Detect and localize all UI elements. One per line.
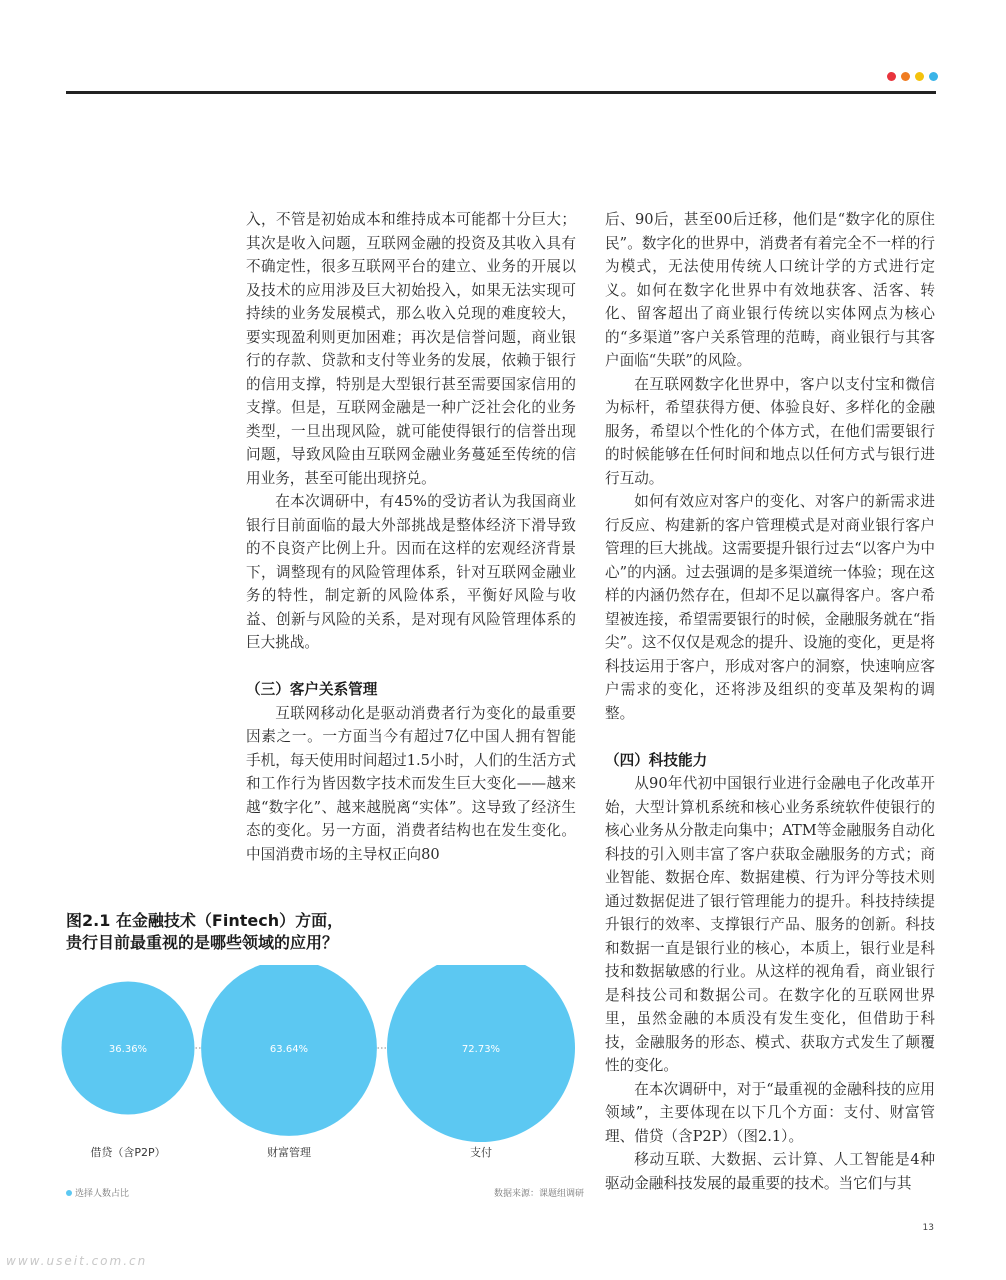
section-heading: （四）科技能力 bbox=[605, 751, 708, 769]
figure-title-line: 图2.1 在金融技术（Fintech）方面， bbox=[66, 911, 344, 930]
data-label: 72.73% bbox=[461, 1044, 501, 1055]
section-heading: （三）客户关系管理 bbox=[246, 681, 378, 698]
paragraph: 后、90后，甚至00后迁移，他们是“数字化的原住民”。数字化的世界中，消费者有着完全不一样的行为模式，无法使用传统人口统计学的方式进行定义。如何在数字化世界中有效地获客、活客、转化、留客超出了商业银行传统以实体网点为核心的“多渠道”客户关系管理的范畴，商业银行与其客户面临“失联”的风险。 bbox=[605, 211, 935, 369]
header-dots bbox=[887, 72, 938, 81]
paragraph: 在本次调研中，有45%的受访者认为我国商业银行目前面临的最大外部挑战是整体经济下滑导致的不良资产比例上升。因而在这样的宏观经济背景下，调整现有的风险管理体系，针对互联网金融业务的特性，制定新的风险体系，平衡好风险与收益、创新与风险的关系，是对现有风险管理体系的巨大挑战。 bbox=[246, 493, 576, 651]
legend-label: 选择人数占比 bbox=[75, 1189, 130, 1199]
header-rule bbox=[66, 91, 936, 94]
legend-dot-icon bbox=[66, 1190, 72, 1196]
red-dot-icon bbox=[887, 72, 896, 81]
category-label: 借贷（含P2P） bbox=[90, 1146, 166, 1159]
watermark: www.useit.com.cn bbox=[6, 1254, 148, 1268]
left-column bbox=[246, 208, 576, 866]
figure-legend bbox=[66, 1186, 129, 1199]
page-number: 13 bbox=[922, 1223, 934, 1233]
paragraph: 在互联网数字化世界中，客户以支付宝和微信为标杆，希望获得方便、体验良好、多样化的金融服务，希望以个性化的个体方式，在他们需要银行的时候能够在任何时间和地点以任何方式与银行进行互动。 bbox=[605, 375, 935, 487]
paragraph: 在本次调研中，对于“最重视的金融科技的应用领域”，主要体现在以下几个方面：支付、财富管理、借贷（含P2P）（图2.1）。 bbox=[605, 1080, 935, 1145]
figure-source: 数据来源：课题组调研 bbox=[494, 1189, 585, 1199]
data-label: 36.36% bbox=[108, 1044, 148, 1055]
bubble-chart bbox=[60, 965, 580, 1180]
data-label: 63.64% bbox=[269, 1044, 309, 1055]
category-label: 财富管理 bbox=[267, 1146, 311, 1159]
yellow-dot-icon bbox=[915, 72, 924, 81]
category-label: 支付 bbox=[470, 1146, 492, 1159]
paragraph: 互联网移动化是驱动消费者行为变化的最重要因素之一。一方面当今有超过7亿中国人拥有智能手机，每天使用时间超过1.5小时，人们的生活方式和工作行为皆因数字技术而发生巨大变化——越来越“数字化”、越来越脱离“实体”。这导致了经济生态的变化。另一方面，消费者结构也在发生变化。中国消费市场的主导权正向80 bbox=[246, 704, 576, 863]
paragraph: 移动互联、大数据、云计算、人工智能是4种驱动金融科技发展的最重要的技术。当它们与其 bbox=[605, 1151, 935, 1192]
figure-title-line: 贵行目前最重视的是哪些领域的应用？ bbox=[66, 933, 339, 952]
figure-title bbox=[66, 910, 586, 954]
paragraph: 入，不管是初始成本和维持成本可能都十分巨大；其次是收入问题，互联网金融的投资及其收入具有不确定性，很多互联网平台的建立、业务的开展以及技术的应用涉及巨大初始投入，如果无法实现可持续的业务发展模式，那么收入兑现的难度较大，要实现盈利则更加困难；再次是信誉问题，商业银行的存款、贷款和支付等业务的发展，依赖于银行的信用支撑，特别是大型银行甚至需要国家信用的支撑。但是，互联网金融是一种广泛社会化的业务类型，一旦出现风险，就可能使得银行的信誉出现问题，导致风险由互联网金融业务蔓延至传统的信用业务，甚至可能出现挤兑。 bbox=[246, 211, 576, 487]
blue-dot-icon bbox=[929, 72, 938, 81]
right-column bbox=[605, 208, 935, 1195]
paragraph: 如何有效应对客户的变化、对客户的新需求进行反应、构建新的客户管理模式是对商业银行客户管理的巨大挑战。这需要提升银行过去“以客户为中心”的内涵。过去强调的是多渠道统一体验；现在这样的内涵仍然存在，但却不足以赢得客户。客户希望被连接，希望需要银行的时候，金融服务就在“指尖”。这不仅仅是观念的提升、设施的变化，更是将科技运用于客户，形成对客户的洞察，快速响应客户需求的变化，还将涉及组织的变革及架构的调整。 bbox=[605, 493, 935, 722]
paragraph: 从90年代初中国银行业进行金融电子化改革开始，大型计算机系统和核心业务系统软件使银行的核心业务从分散走向集中；ATM等金融服务自动化科技的引入则丰富了客户获取金融服务的方式；商业智能、数据仓库、数据建模、行为评分等技术则通过数据促进了银行管理能力的提升。科技持续提升银行的效率、支撑银行产品、服务的创新。科技和数据一直是银行业的核心，本质上，银行业是科技和数据敏感的行业。从这样的视角看，商业银行是科技公司和数据公司。在数字化的互联网世界里，虽然金融的本质没有发生变化，但借助于科技，金融服务的形态、模式、获取方式发生了颠覆性的变化。 bbox=[605, 775, 935, 1074]
orange-dot-icon bbox=[901, 72, 910, 81]
